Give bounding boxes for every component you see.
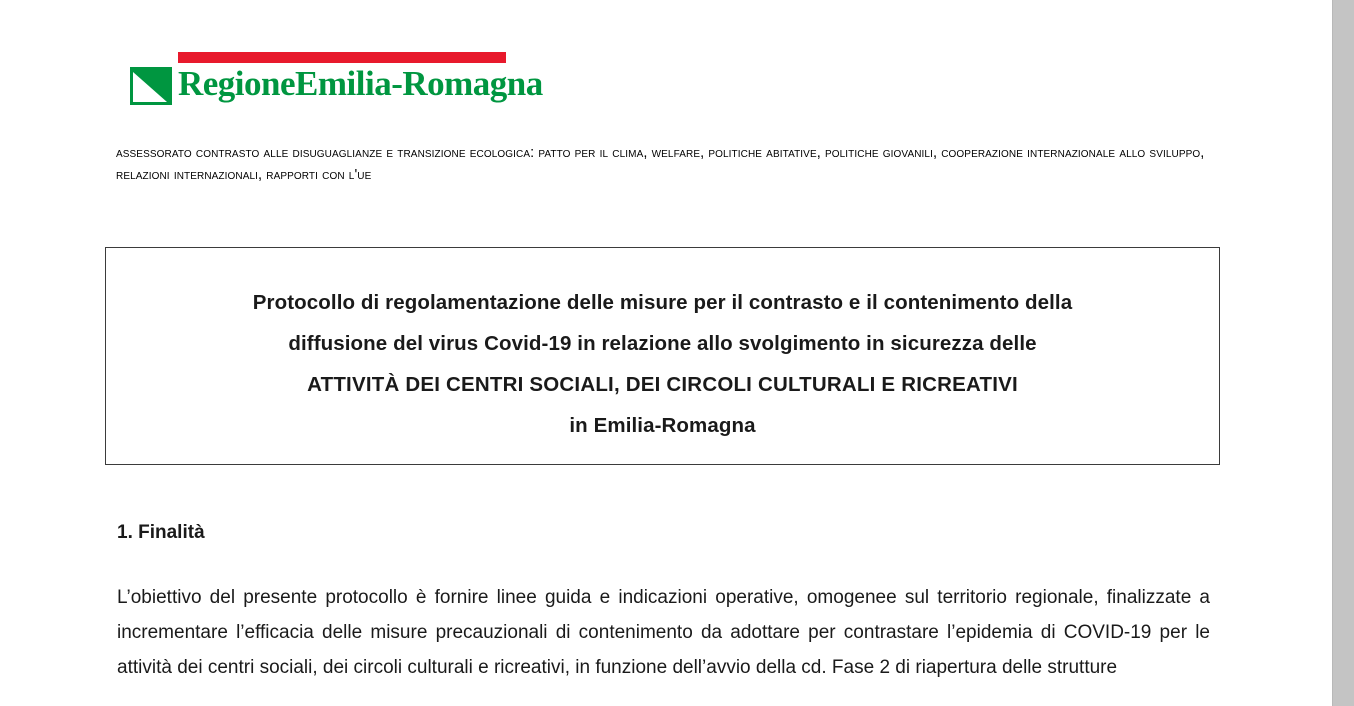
assessorato-heading: assessorato contrasto alle disuguaglianze e transizione ecologica: patto per il clima, welfare, politiche abitative, politiche giovanili, cooperazione internazionale allo sviluppo, relazioni internazionali, rapporti con l'ue (116, 145, 1205, 183)
section-heading-finalita: 1. Finalità (117, 522, 205, 543)
regione-emilia-romagna-logo (130, 45, 543, 113)
title-line-2: diffusione del virus Covid-19 in relazione allo svolgimento in sicurezza delle (288, 332, 1037, 355)
logo-red-bar (178, 52, 506, 63)
logo-green-mark-icon (130, 67, 172, 105)
title-line-3: ATTIVITÀ DEI CENTRI SOCIALI, DEI CIRCOLI CULTURALI E RICREATIVI (307, 373, 1018, 396)
title-line-4: in Emilia-Romagna (569, 414, 756, 437)
title-line-1: Protocollo di regolamentazione delle misure per il contrasto e il contenimento della (252, 291, 1073, 314)
section-paragraph: L’obiettivo del presente protocollo è fornire linee guida e indicazioni operative, omogenee sul territorio regionale, finalizzate a incrementare l’efficacia delle misure precauzionali di contenimento da adottare per contrastare l’epidemia di COVID-19 per le attività dei centri sociali, dei circoli culturali e ricreativi, in funzione dell’avvio della cd. Fase 2 di riapertura delle strutture (117, 587, 1210, 678)
scrollbar-track[interactable] (1332, 0, 1354, 706)
title-box (105, 247, 1220, 465)
scrollbar-thumb[interactable] (1333, 0, 1354, 706)
logo-text: RegioneEmilia-Romagna (178, 64, 543, 103)
